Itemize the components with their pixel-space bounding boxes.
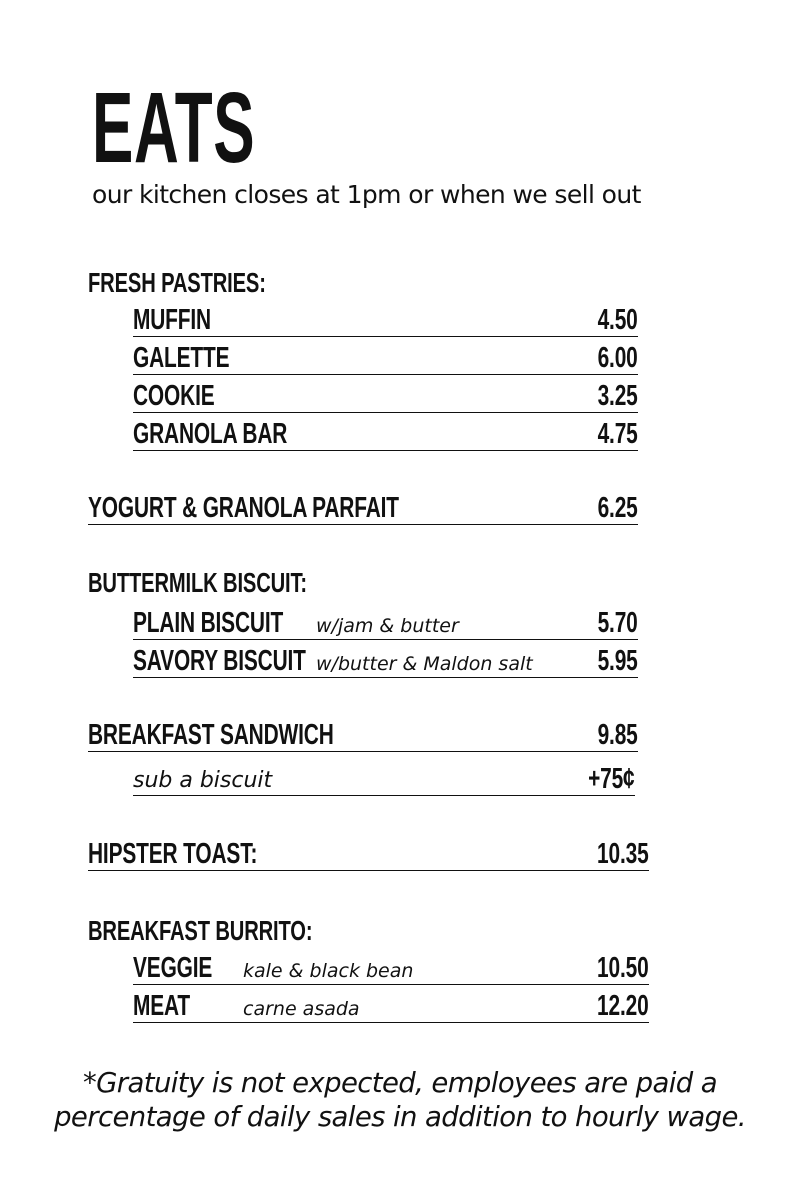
item-price: 4.75 [597, 418, 638, 450]
item-price: 4.50 [597, 304, 638, 336]
item-price: 6.25 [597, 492, 638, 524]
item-price: 5.70 [597, 607, 638, 639]
item-name: MEAT [133, 990, 191, 1022]
menu-item-veggie-burrito [133, 950, 649, 985]
menu-item-cookie [133, 378, 638, 413]
menu-item-savory-biscuit [133, 643, 638, 678]
item-description: w/jam & butter [316, 615, 459, 637]
section-heading-pastries: FRESH PASTRIES: [88, 267, 266, 298]
item-name: HIPSTER TOAST: [88, 838, 258, 870]
section-heading-biscuit: BUTTERMILK BISCUIT: [88, 567, 308, 598]
item-name: YOGURT & GRANOLA PARFAIT [88, 492, 399, 524]
item-name: sub a biscuit [133, 768, 273, 793]
gratuity-note-line-1: *Gratuity is not expected, employees are paid a [82, 1067, 718, 1099]
item-description: carne asada [243, 998, 360, 1020]
item-name: GALETTE [133, 342, 230, 374]
item-price: 5.95 [597, 645, 638, 677]
item-price: 6.00 [597, 342, 638, 374]
gratuity-note-line-2: percentage of daily sales in addition to hourly wage. [54, 1101, 746, 1133]
item-description: kale & black bean [243, 960, 414, 982]
menu-item-sub-biscuit [133, 761, 635, 796]
menu-title: EATS [92, 72, 256, 184]
kitchen-hours-note: our kitchen closes at 1pm or when we sell out [92, 180, 641, 209]
menu-item-parfait [88, 490, 638, 525]
item-price: 12.20 [597, 990, 649, 1022]
item-price: 10.35 [597, 838, 649, 870]
menu-item-hipster-toast [88, 836, 649, 871]
menu-item-breakfast-sandwich [88, 717, 638, 752]
item-description: w/butter & Maldon salt [316, 653, 533, 675]
gratuity-note [0, 1066, 800, 1134]
item-price: 10.50 [597, 952, 649, 984]
menu-item-meat-burrito [133, 988, 649, 1023]
section-heading-burrito: BREAKFAST BURRITO: [88, 915, 313, 946]
item-name: SAVORY BISCUIT [133, 645, 306, 677]
menu-item-galette [133, 340, 638, 375]
menu-item-muffin [133, 302, 638, 337]
item-price: 9.85 [597, 719, 638, 751]
item-name: GRANOLA BAR [133, 418, 288, 450]
item-name: COOKIE [133, 380, 215, 412]
menu-item-granola-bar [133, 416, 638, 451]
item-name: MUFFIN [133, 304, 212, 336]
item-name: BREAKFAST SANDWICH [88, 719, 334, 751]
item-price: 3.25 [597, 380, 638, 412]
item-price: +75¢ [588, 763, 635, 795]
item-name: VEGGIE [133, 952, 213, 984]
item-name: PLAIN BISCUIT [133, 607, 284, 639]
menu-item-plain-biscuit [133, 605, 638, 640]
